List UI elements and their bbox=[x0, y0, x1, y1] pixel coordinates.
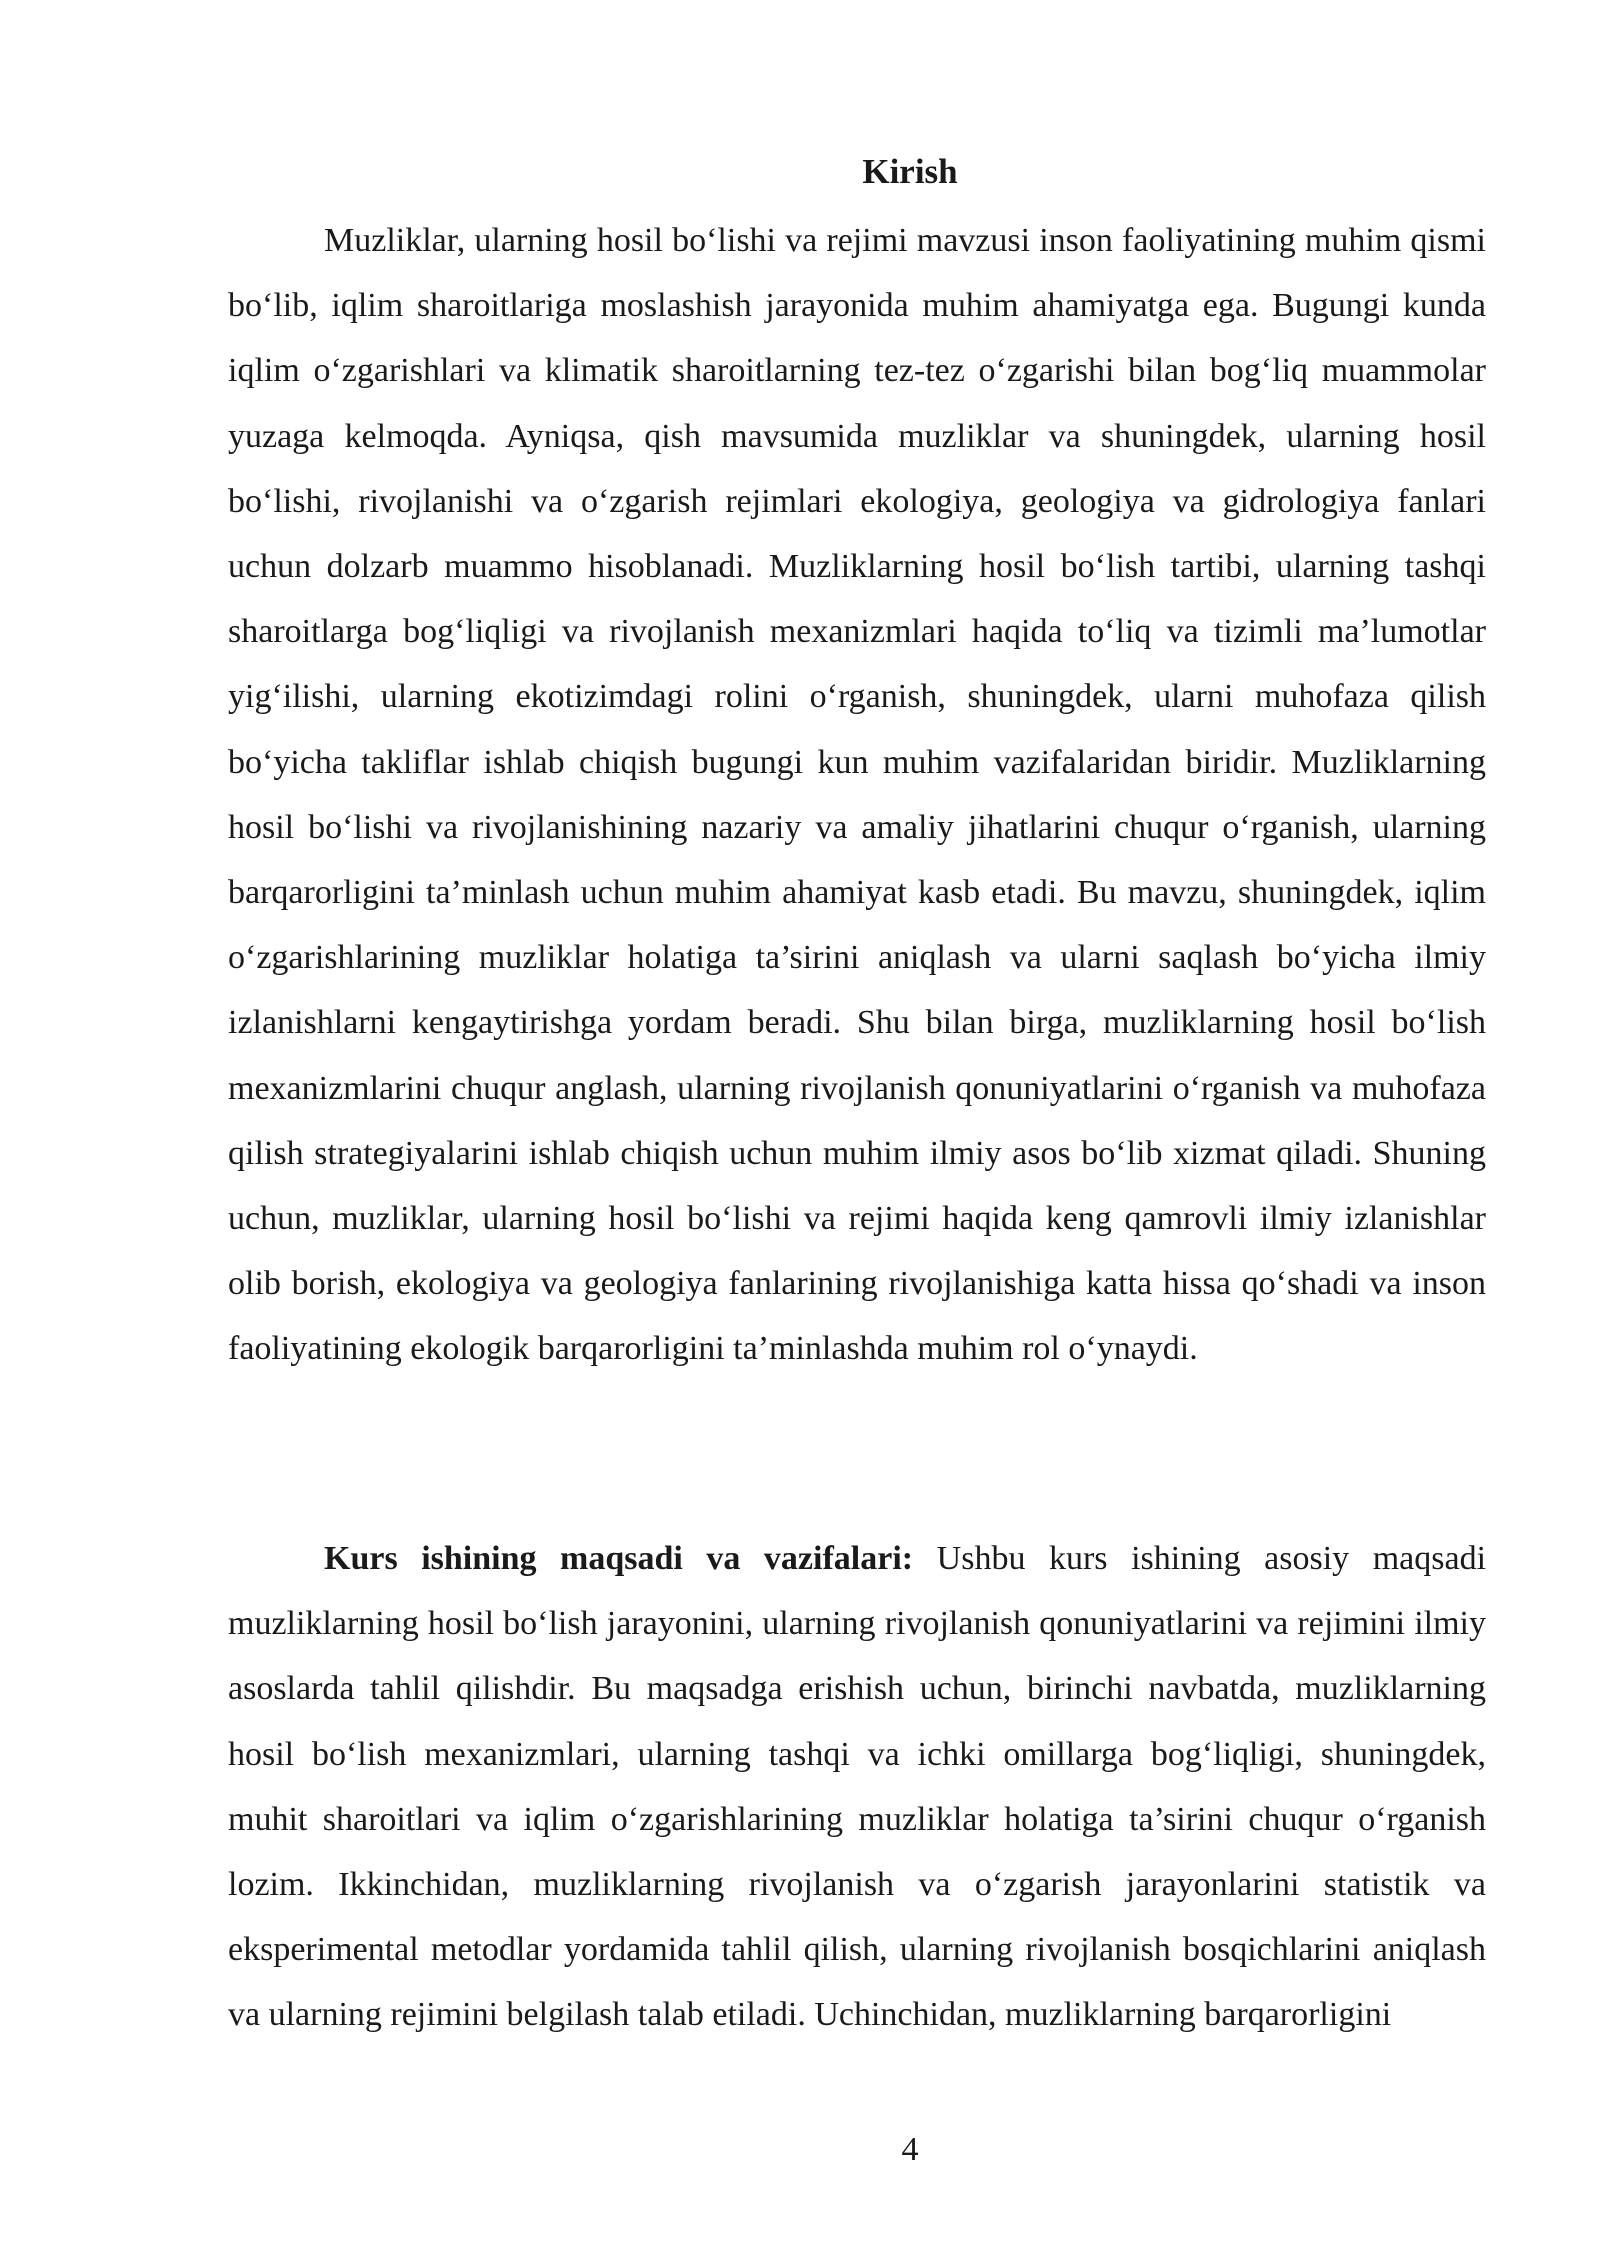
paragraph-text: Muzliklar, ularning hosil bo‘lishi va rejimi mavzusi inson faoliyatining muhim qismi bo‘lib, iqlim sharoitlariga moslashish jarayonida muhim ahamiyatga ega. Bugungi kunda iqlim o‘zgarishlari va klimatik sharoitlarning tez-tez o‘zgarishi bilan bog‘liq muammolar yuzaga kelmoqda. Ayniqsa, qish mavsumida muzliklar va shuningdek, ularning hosil bo‘lishi, rivojlanishi va o‘zgarish rejimlari ekologiya, geologiya va gidrologiya fanlari uchun dolzarb muammo hisoblanadi. Muzliklarning hosil bo‘lish tartibi, ularning tashqi sharoitlarga bog‘liqligi va rivojlanish mexanizmlari haqida to‘liq va tizimli ma’lumotlar yig‘ilishi, ularning ekotizimdagi rolini o‘rganish, shuningdek, ularni muhofaza qilish bo‘yicha takliflar ishlab chiqish bugungi kun muhim vazifalaridan biridir. Muzliklarning hosil bo‘lishi va rivojlanishining nazariy va amaliy jihatlarini chuqur o‘rganish, ularning barqarorligini ta’minlash uchun muhim ahamiyat kasb etadi. Bu mavzu, shuningdek, iqlim o‘zgarishlarining muzliklar holatiga ta’sirini aniqlash va ularni saqlash bo‘yicha ilmiy izlanishlarni kengaytirishga yordam beradi. Shu bilan birga, muzliklarning hosil bo‘lish mexanizmlarini chuqur anglash, ularning rivojlanish qonuniyatlarini o‘rganish va muhofaza qilish strategiyalarini ishlab chiqish uchun muhim ilmiy asos bo‘lib xizmat qiladi. Shuning uchun, muzliklar, ularning hosil bo‘lishi va rejimi haqida keng qamrovli ilmiy izlanishlar olib borish, ekologiya va geologiya fanlarining rivojlanishiga katta hissa qo‘shadi va inson faoliyatining ekologik barqarorligini ta’minlashda muhim rol o‘ynaydi. bbox=[228, 222, 1486, 1368]
paragraph-text: Ushbu kurs ishining asosiy maqsadi muzliklarning hosil bo‘lish jarayonini, ularning rivojlanish qonuniyatlarini va rejimini ilmiy asoslarda tahlil qilishdir. Bu maqsadga erishish uchun, birinchi navbatda, muzliklarning hosil bo‘lish mexanizmlari, ularning tashqi va ichki omillarga bog‘liqligi, shuningdek, muhit sharoitlari va iqlim o‘zgarishlarining muzliklar holatiga ta’sirini chuqur o‘rganish lozim. Ikkinchidan, muzliklarning rivojlanish va o‘zgarish jarayonlarini statistik va eksperimental metodlar yordamida tahlil qilish, ularning rivojlanish bosqichlarini aniqlash va ularning rejimini belgilash talab etiladi. Uchinchidan, muzliklarning barqarorligini bbox=[228, 1540, 1487, 2034]
body-text-block-1 bbox=[228, 208, 1486, 1382]
paragraph-lead-label: Kurs ishining maqsadi va vazifalari: bbox=[324, 1540, 914, 1577]
section-heading: Kirish bbox=[862, 152, 958, 191]
page-number: 4 bbox=[901, 2131, 919, 2168]
paragraph-introduction bbox=[228, 208, 1486, 1382]
paragraph-goals bbox=[228, 1526, 1486, 2048]
body-text-block-2 bbox=[228, 1526, 1486, 2048]
